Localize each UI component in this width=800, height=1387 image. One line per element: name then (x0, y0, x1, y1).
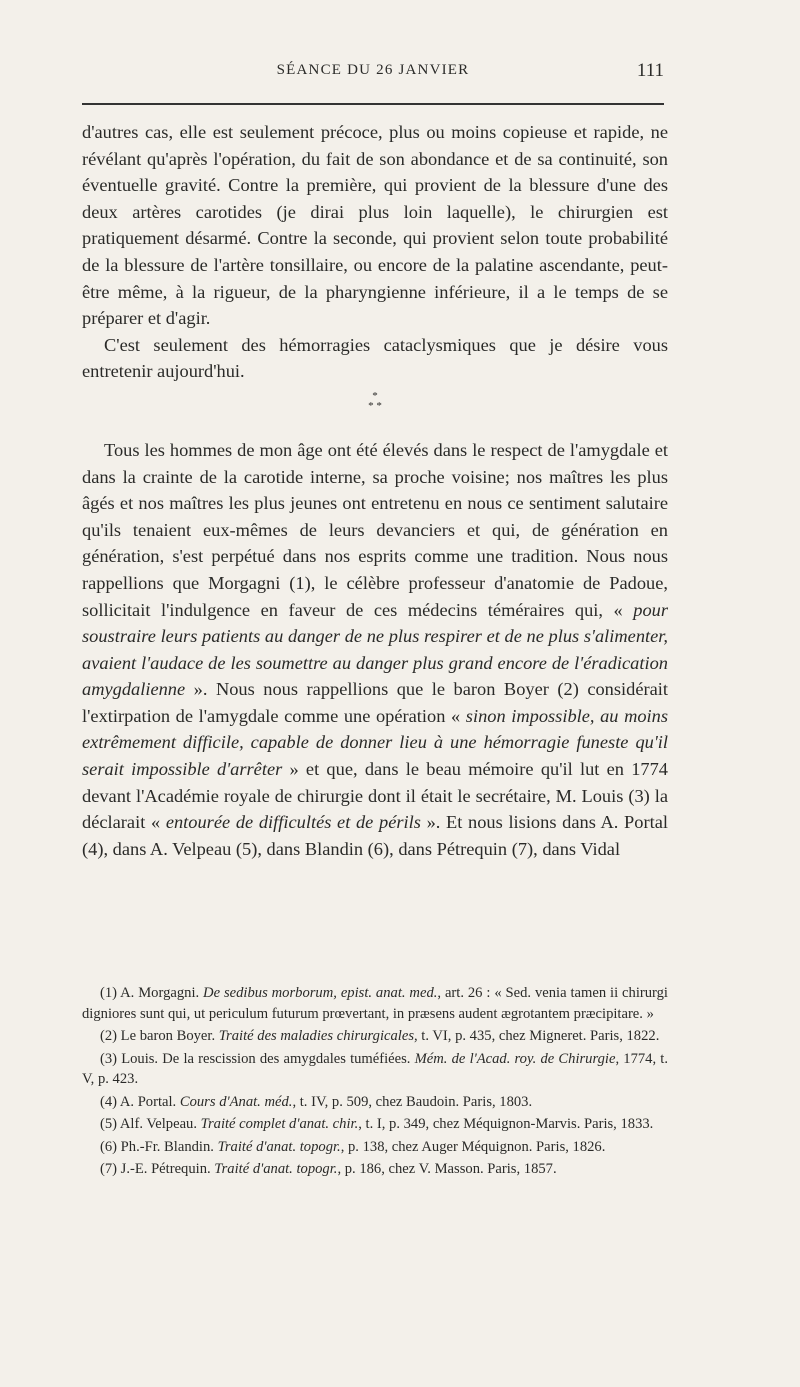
footnote-6-before: (6) Ph.-Fr. Blandin. (100, 1138, 218, 1155)
footnote-2-after: , t. VI, p. 435, chez Migneret. Paris, 1822. (414, 1028, 660, 1044)
page-number: 111 (636, 60, 664, 81)
footnote-4-after: , t. IV, p. 509, chez Baudoin. Paris, 1803. (292, 1093, 533, 1110)
footnote-7-before: (7) J.-E. Pétrequin. (100, 1161, 215, 1177)
paragraph-2: C'est seulement des hémorragies cataclysmiques que je désire vous entretenir aujourd'hui. (82, 334, 668, 382)
morgagni-quote: pour soustraire leurs patients au danger de ne plus respirer et de ne plus s'alimenter, avaient l'audace de les soumettre au danger plus grand encore de l'éradication amygdalienne (82, 599, 668, 700)
footnote-2-before: (2) Le baron Boyer. (100, 1028, 219, 1044)
page-header (82, 62, 664, 90)
footnotes (82, 983, 668, 1180)
paragraph-3-part-2: ». Nous nous rappellions que le baron Boyer (2) considérait l'extirpation de l'amygdale comme une opération « (82, 679, 668, 726)
running-head: SÉANCE DU 26 JANVIER (276, 62, 470, 78)
footnote-3-title: Mém. de l'Acad. roy. de Chirurgie (414, 1050, 616, 1067)
footnote-7-title: Traité d'anat. topogr. (214, 1161, 338, 1177)
footnote-4-before: (4) A. Portal. (100, 1093, 180, 1110)
footnote-3-before: (3) Louis. De la rescission des amygdales tuméfiées. (100, 1050, 415, 1067)
footnote-6 (82, 1137, 668, 1158)
footnote-6-after: , p. 138, chez Auger Méquignon. Paris, 1826. (340, 1138, 606, 1155)
asterism-top: * (372, 389, 378, 402)
footnote-4 (82, 1092, 668, 1113)
footnote-5-after: , t. I, p. 349, chez Méquignon-Marvis. Paris, 1833. (358, 1116, 654, 1132)
header-rule (82, 103, 664, 105)
footnote-6-title: Traité d'anat. topogr. (217, 1138, 341, 1155)
footnote-7-after: , p. 186, chez V. Masson. Paris, 1857. (337, 1161, 557, 1177)
paragraph-3-part-4: ». Et nous lisions dans A. Portal (4), dans A. Velpeau (5), dans Blandin (6), dans Pétrequin (7), dans Vidal (82, 812, 668, 859)
footnote-5-before: (5) Alf. Velpeau. (100, 1116, 201, 1132)
footnote-5-title: Traité complet d'anat. chir. (200, 1116, 359, 1132)
footnote-5 (82, 1114, 668, 1135)
paragraph-3-part-1: Tous les hommes de mon âge ont été élevés dans le respect de l'amygdale et dans la crainte de la carotide interne, sa proche voisine; nos maîtres les plus âgés et nos maîtres les plus jeunes ont entretenu en nous ce sentiment salutaire qu'ils tenaient eux-mêmes de leurs devanciers et qui, de génération en génération, s'est perpétué dans nos esprits comme une tradition. Nous nous rappellions que Morgagni (1), le célèbre professeur d'anatomie de Padoue, sollicitait l'indulgence en faveur de ces médecins téméraires qui, « (82, 439, 668, 620)
footnote-4-title: Cours d'Anat. méd. (179, 1093, 293, 1110)
louis-quote: entourée de difficultés et de périls (165, 812, 421, 833)
footnote-2-title: Traité des maladies chirurgicales (218, 1028, 414, 1044)
footnote-3 (82, 1049, 668, 1090)
section-asterism (82, 391, 668, 411)
footnote-1 (82, 983, 668, 1024)
paragraph-3 (82, 437, 668, 863)
footnote-1-before: (1) A. Morgagni. (100, 985, 204, 1001)
footnote-2 (82, 1026, 668, 1047)
main-text (82, 119, 668, 862)
footnote-7 (82, 1159, 668, 1180)
footnote-1-title: De sedibus morborum, epist. anat. med. (203, 985, 438, 1001)
paragraph-3-part-3: » et que, dans le beau mémoire qu'il lut en 1774 devant l'Académie royale de chirurgie dont il était le secrétaire, M. Louis (3) la déclarait « (82, 759, 668, 833)
boyer-quote: sinon impossible, au moins extrêmement difficile, capable de donner lieu à une hémorragie funeste qu'il serait impossible d'arrêter (82, 705, 669, 780)
paragraph-1: d'autres cas, elle est seulement précoce, plus ou moins copieuse et rapide, ne révélant qu'après l'opération, du fait de son abondance et de sa continuité, son éventuelle gravité. Contre la première, qui provient de la blessure d'une des deux artères carotides (je dirai plus loin laquelle), le chirurgien est pratiquement désarmé. Contre la seconde, qui provient selon toute probabilité de la blessure de l'artère tonsillaire, ou encore de la palatine ascendante, peut-être même, à la rigueur, de la pharyngienne inférieure, il a le temps de se préparer et d'agir. (82, 122, 668, 329)
footnote-3-after: , 1774, t. V, p. 423. (82, 1050, 668, 1087)
footnote-1-after: , art. 26 : « Sed. venia tamen ii chirurgi digniores sunt qui, ut periculum futurum prœvertant, in præsens audent ægrotantem præcipitare. » (82, 985, 668, 1022)
asterism-bottom: * * (368, 399, 382, 412)
